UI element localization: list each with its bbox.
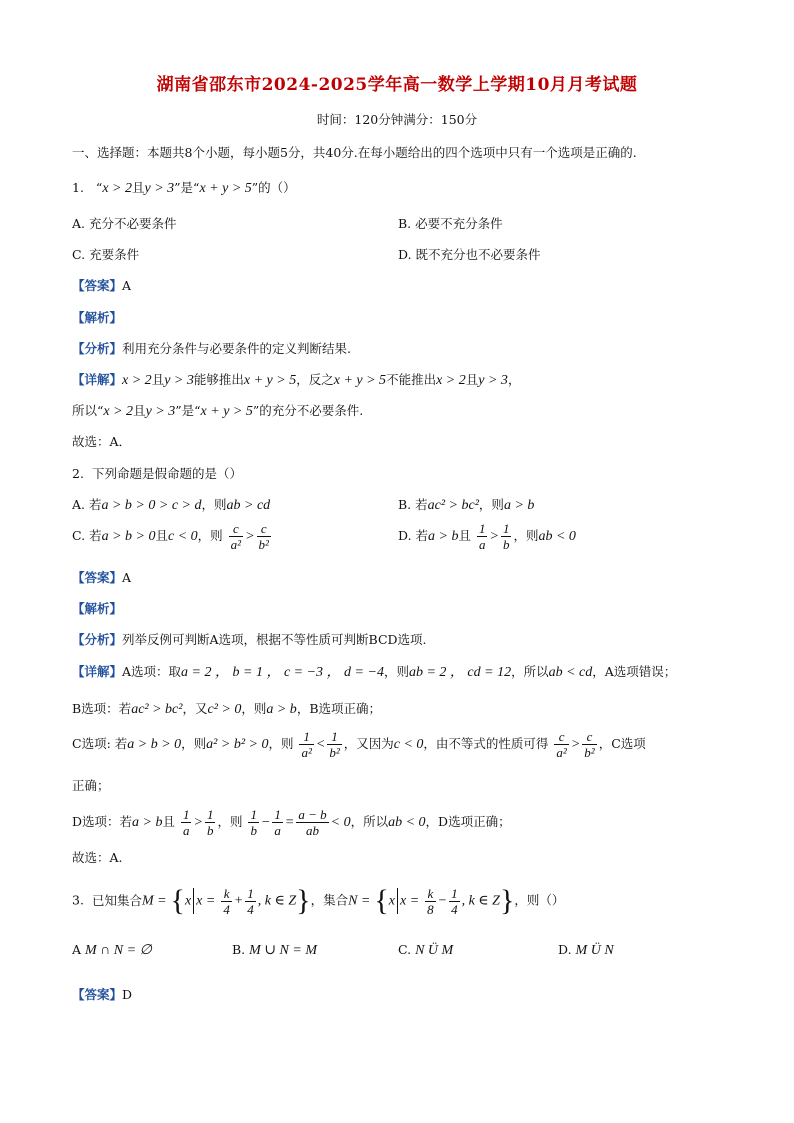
question-2-detail-a: 【详解】A选项：取a = 2 ， b = 1 ， c = −3 ， d = −4，则ab = 2 ， cd = 12，所以ab < cd，A选项错误；: [72, 664, 677, 680]
question-1-fenxi: 【分析】利用充分条件与必要条件的定义判断结果.: [72, 341, 351, 356]
question-3-option-c: C. N Ü M: [398, 942, 454, 958]
question-2-option-d: D. 若a > b且 $\frac{1}{a}$ > $\frac{1}{b}$ ，则ab < 0: [398, 521, 576, 552]
question-3-stem: 3. 已知集合M = {x x = $\frac{k}{4}$ + $\frac{1}{4}$ , k ∈ Z}，集合N = {x x = $\frac{k}{8}$ − $\frac{1}{4}$ , k ∈ Z}，则（）: [72, 884, 565, 917]
question-1-choose: 故选：A．: [72, 434, 132, 449]
question-2-detail-d: D选项：若a > b且 $\frac{1}{a}$ > $\frac{1}{b}$ ，则 $\frac{1}{b}$ − $\frac{1}{a}$ = $\frac{a - b}{ab}$ < 0，所以ab < 0，D选项正确；: [72, 807, 511, 838]
question-2-detail-c: C选项: 若a > b > 0，则a² > b² > 0，则 $\frac{1}{\text{a²}}$ < $\frac{1}{\text{b²}}$ ，又因为c < 0，由不等式的性质可得 $\frac{c}{\text{a²}}$ > $\frac{c}{\text{b²}}$ ，C选项: [72, 729, 646, 760]
analysis-tag: 【解析】: [72, 310, 123, 325]
fraction: $\frac{c}{\text{b²}}$: [258, 521, 269, 552]
question-2-detail-b: B选项：若ac² > bc²，又c² > 0，则a > b，B选项正确；: [72, 701, 381, 717]
question-3-option-b: B. M ∪ N = M: [232, 942, 317, 958]
document-title: 湖南省邵东市2024-2025学年高一数学上学期10月月考试题: [156, 75, 638, 95]
fraction: $\frac{c}{\text{a²}}$: [556, 729, 567, 760]
question-2-option-c: C. 若a > b > 0且c < 0，则 $\frac{c}{\text{a²}}$ > $\frac{c}{\text{b²}}$: [72, 521, 269, 552]
exam-time-info: 时间：120分钟满分：150分: [316, 112, 478, 127]
question-2-stem: 2. 下列命题是假命题的是（）: [72, 466, 242, 481]
question-1-detail-line-2: 所以“x > 2且y > 3”是“x + y > 5”的充分不必要条件.: [72, 403, 364, 419]
question-2-answer: 【答案】A: [72, 570, 132, 585]
answer-tag: 【答案】: [72, 278, 123, 293]
fraction: $\frac{1}{b}$: [502, 521, 510, 552]
fraction: $\frac{1}{a}$: [274, 807, 281, 838]
fraction: $\frac{k}{4}$: [223, 885, 230, 917]
fraction: $\frac{1}{4}$: [247, 885, 254, 917]
analysis-tag: 【解析】: [72, 601, 123, 616]
question-1-option-c: C. 充要条件: [72, 247, 140, 262]
fraction: $\frac{k}{8}$: [427, 885, 434, 917]
fraction: $\frac{1}{\text{b²}}$: [329, 729, 340, 760]
fraction: $\frac{c}{\text{b²}}$: [584, 729, 595, 760]
question-2-detail-c-cont: 正确；: [72, 778, 110, 793]
question-3-answer: 【答案】D: [72, 987, 133, 1002]
fraction: $\frac{1}{b}$: [206, 807, 214, 838]
question-1-detail: 【详解】x > 2且y > 3能够推出x + y > 5，反之x + y > 5不能推出x > 2且y > 3，: [72, 372, 521, 388]
fraction: $\frac{1}{b}$: [250, 807, 257, 838]
fraction: $\frac{1}{\text{a²}}$: [301, 729, 312, 760]
question-1-answer: 【答案】A: [72, 278, 132, 293]
question-2-option-a: A. 若a > b > 0 > c > d，则ab > cd: [72, 497, 271, 513]
question-1-option-a: A. 充分不必要条件: [72, 216, 177, 231]
question-number: 1.: [72, 180, 84, 195]
answer-tag: 【答案】: [72, 570, 123, 585]
question-3-option-d: D. M Ü N: [558, 942, 614, 958]
fraction: $\frac{1}{a}$: [478, 521, 486, 552]
fraction: $\frac{1}{a}$: [182, 807, 190, 838]
question-1-option-b: B. 必要不充分条件: [398, 216, 503, 231]
fraction: $\frac{a - b}{ab}$: [298, 807, 327, 838]
question-number: 3.: [72, 892, 84, 908]
section-header: 一、选择题：本题共8个小题，每小题5分，共40分.在每小题给出的四个选项中只有一个选项是正确的.: [72, 145, 637, 160]
question-1-stem: 1. “x > 2且y > 3”是“x + y > 5”的（）: [72, 180, 296, 196]
fraction: $\frac{c}{\text{a²}}$: [230, 521, 242, 552]
fraction: $\frac{1}{4}$: [451, 885, 458, 917]
question-2-fenxi: 【分析】列举反例可判断A选项，根据不等性质可判断BCD选项.: [72, 632, 427, 647]
question-1-option-d: D. 既不充分也不必要条件: [398, 247, 541, 262]
question-3-option-a: A M ∩ N = ∅: [72, 942, 152, 958]
answer-tag: 【答案】: [72, 987, 123, 1002]
question-number: 2.: [72, 466, 84, 481]
question-2-option-b: B. 若ac² > bc²，则a > b: [398, 497, 535, 513]
question-2-choose: 故选：A.: [72, 850, 123, 865]
